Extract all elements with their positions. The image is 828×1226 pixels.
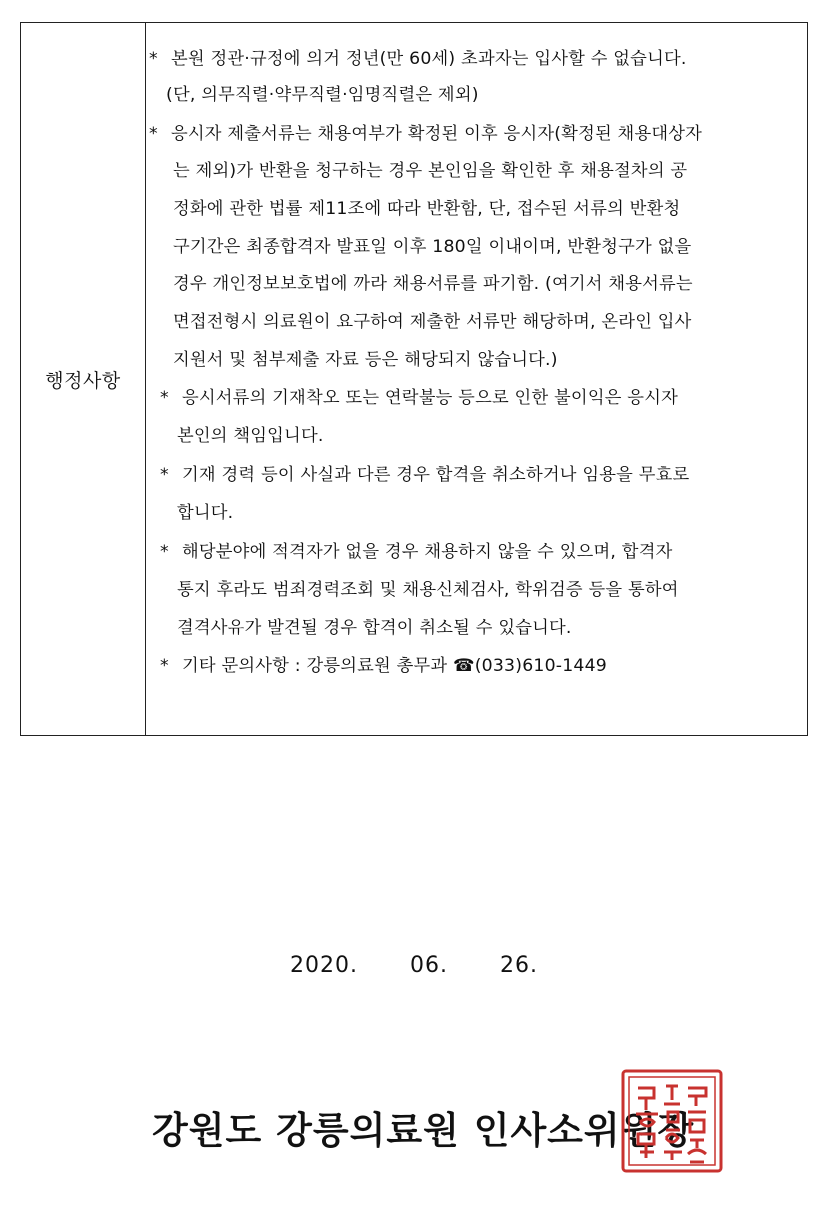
date-month: 06. xyxy=(409,953,448,978)
notice-text: 통지 후라도 범죄경력조회 및 채용신체검사, 학위검증 등을 통하여 xyxy=(177,580,679,600)
notice-line xyxy=(173,272,693,296)
date-year: 2020. xyxy=(290,953,358,978)
notice-text: 합니다. xyxy=(177,503,234,523)
notice-line xyxy=(173,310,692,334)
notice-line xyxy=(177,616,572,640)
bullet-star: * xyxy=(149,49,158,69)
notice-line xyxy=(173,197,680,221)
notice-text: (단, 의무직렬·약무직렬·임명직렬은 제외) xyxy=(166,85,479,105)
date-day: 26. xyxy=(499,953,538,978)
section-label-cell xyxy=(21,23,146,735)
notice-line xyxy=(160,540,672,564)
bullet-star: * xyxy=(149,124,158,144)
notice-text: 는 제외)가 반환을 청구하는 경우 본인임을 확인한 후 채용절차의 공 xyxy=(173,161,688,181)
notice-text: 지원서 및 첨부제출 자료 등은 해당되지 않습니다.) xyxy=(173,350,558,370)
notice-line xyxy=(149,47,687,71)
signer-title: 강원도 강릉의료원 인사소위원장 xyxy=(152,1109,695,1152)
notice-text: 기재 경력 등이 사실과 다른 경우 합격을 취소하거나 임용을 무효로 xyxy=(182,465,690,485)
notice-line xyxy=(177,424,324,448)
notice-text: 결격사유가 발견될 경우 합격이 취소될 수 있습니다. xyxy=(177,618,572,638)
notice-line xyxy=(177,578,679,602)
notice-line xyxy=(160,654,607,678)
notice-text: 본인의 책임입니다. xyxy=(177,426,324,446)
notice-text: 본원 정관·규정에 의거 정년(만 60세) 초과자는 입사할 수 없습니다. xyxy=(171,49,687,69)
notice-text: 기타 문의사항 : 강릉의료원 총무과 ☎(033)610-1449 xyxy=(182,656,607,676)
notice-line xyxy=(173,159,687,183)
document-date xyxy=(0,953,828,978)
notice-table xyxy=(20,22,808,736)
bullet-star: * xyxy=(160,542,169,562)
notice-text: 정화에 관한 법률 제11조에 따라 반환함, 단, 접수된 서류의 반환청 xyxy=(173,199,681,219)
bullet-star: * xyxy=(160,388,169,408)
notice-line xyxy=(160,386,678,410)
notice-text: 응시자 제출서류는 채용여부가 확정된 이후 응시자(확정된 채용대상자 xyxy=(171,124,703,144)
bullet-star: * xyxy=(160,465,169,485)
notice-line xyxy=(160,463,689,487)
notice-text: 구기간은 최종합격자 발표일 이후 180일 이내이며, 반환청구가 없을 xyxy=(173,237,692,257)
notice-line xyxy=(173,348,558,372)
bullet-star: * xyxy=(160,656,169,676)
notice-line xyxy=(177,501,233,525)
official-seal-icon xyxy=(620,1068,724,1174)
notice-content xyxy=(146,23,807,735)
notice-text: 응시서류의 기재착오 또는 연락불능 등으로 인한 불이익은 응시자 xyxy=(182,388,678,408)
notice-text: 면접전형시 의료원이 요구하여 제출한 서류만 해당하며, 온라인 입사 xyxy=(173,312,692,332)
section-label: 행정사항 xyxy=(45,369,121,392)
notice-line xyxy=(149,122,702,146)
notice-text: 해당분야에 적격자가 없을 경우 채용하지 않을 수 있으며, 합격자 xyxy=(182,542,673,562)
notice-text: 경우 개인정보보호법에 까라 채용서류를 파기함. (여기서 채용서류는 xyxy=(173,274,693,294)
notice-line xyxy=(166,83,479,107)
notice-line xyxy=(173,235,691,259)
